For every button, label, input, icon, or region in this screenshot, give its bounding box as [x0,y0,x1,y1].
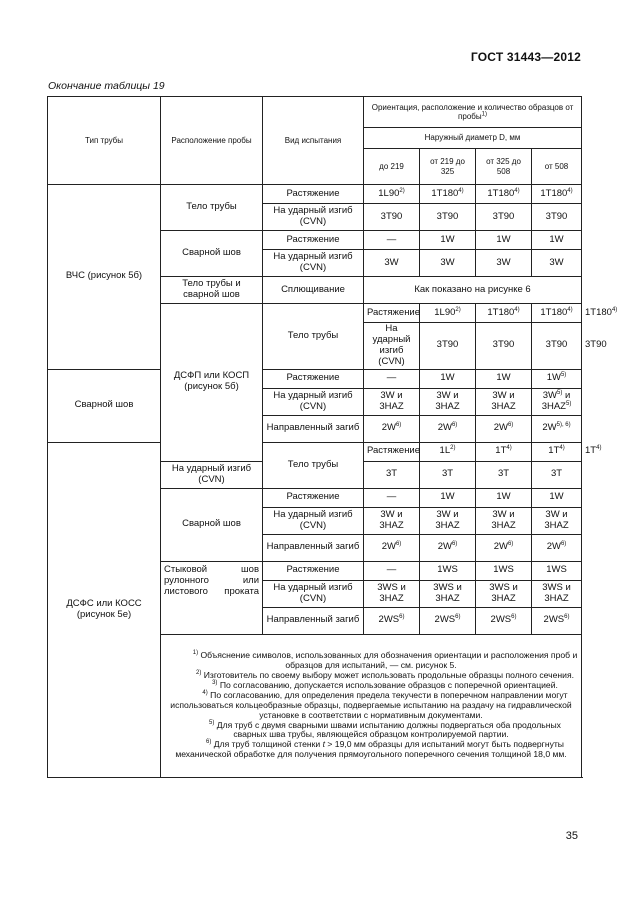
footnote-5: $^{5)}$ Для труб с двумя сварными швами испытанию должны подвергаться оба продольных сварных шва трубы, являющейся образцом контролируемой партии. [209,719,561,740]
header-location: Расположение пробы [161,97,263,185]
test-impact: На ударный изгиб (CVN) [263,388,364,415]
test-tension: Растяжение [263,231,364,250]
test-impact: На ударный изгиб (CVN) [263,250,364,277]
cell: $2W^{6)}$ [476,415,532,442]
cell: 3WS и 3HAZ [364,580,420,607]
location-body: Тело трубы [263,442,364,488]
test-impact: На ударный изгиб (CVN) [263,580,364,607]
test-tension: Растяжение [263,369,364,388]
test-impact: На ударный изгиб (CVN) [263,204,364,231]
cell: 3W и 3HAZ [364,507,420,534]
cell: 3W и 3HAZ [476,388,532,415]
cell: 3W и 3HAZ [476,507,532,534]
footnote-6: $^{6)}$ Для труб толщиной стенки t > 19,0 мм образцы для испытаний могут быть подвергнуты механической обработке для получения прямоугольного поперечного сечения толщиной 18,0 мм. [175,739,567,760]
cell: 3W и 3HAZ [532,507,582,534]
cell: 3W и 3HAZ [364,388,420,415]
cell: 1T180$^{4)}$ [476,304,532,323]
cell: 1WS [476,561,532,580]
cell: 3W [532,250,582,277]
test-tension: Растяжение [263,561,364,580]
test-impact: На ударный изгиб (CVN) [364,323,420,370]
test-tension: Растяжение [364,304,420,323]
location-weld: Сварной шов [161,488,263,561]
cell: $2W^{6)}$ [532,534,582,561]
cell: 1T180$^{4)}$ [420,185,476,204]
cell: 3WS и 3HAZ [532,580,582,607]
document-id: ГОСТ 31443—2012 [470,50,581,64]
header-diam-1: до 219 [364,149,420,185]
header-pipe-type: Тип трубы [48,97,161,185]
cell: 3T90 [420,323,476,370]
cell: — [364,231,420,250]
header-diam-4: от 508 [532,149,582,185]
footnote-3: $^{3)}$ По согласованию, допускается использование образцов с поперечной ориентацией. [212,680,558,690]
test-flatten: Сплющивание [263,277,364,304]
cell: 1W [532,488,582,507]
cell: 3WS и 3HAZ [476,580,532,607]
cell: — [364,369,420,388]
header-diameter: Наружный диаметр D, мм [364,128,582,149]
location-body: Тело трубы [263,304,364,370]
test-bend: Направленный загиб [263,534,364,561]
cell: 1W [476,488,532,507]
cell: 2WS$^{6)}$ [476,607,532,634]
footnote-1: $^{1)}$ Объяснение символов, использованных для обозначения ориентации и расположения проб и образцов для испытаний, — см. рисунок 5. [192,650,578,671]
cell: 3WS и 3HAZ [420,580,476,607]
cell: — [364,561,420,580]
cell: 1T180$^{4)}$ [532,185,582,204]
test-table: Тип трубы Расположение пробы Вид испытания Ориентация, расположение и количество образцов от пробы$^{1)}$ Наружный диаметр D, мм до 219 от 219 до 325 от 325 до 508 от 508 ВЧС (рисунок 5б) Тело трубы Растяжение 1L90$^{2)}$ 1T180$^{4)}$ 1T180$^{4)}$ 1T180$^{4)}$ На ударный изгиб (CVN) 3T90 3T90 3T90 3T90 Сварной шов Растяжение — 1W 1W 1W На ударный изгиб (CVN) 3W 3W 3W 3W Тело трубы и сварной шов Сплющивание Как показано на рисунке 6 ДСФП или КОСП (рисунок 5б) Тело трубы Растяжение 1L90$^{2)}$ 1T180$^{4)}$ 1T180$^{4)}$ 1T180$^{4)}$ На ударный изгиб (CVN) 3T90 3T90 3T90 3T90 Сварной шов Растяжение — 1W 1W $1W^{5)}$ На ударный изгиб (CVN) 3W и 3HAZ 3W и 3HAZ 3W и 3HAZ $3W^{5)}$ и 3HAZ$^{5)}$ Направленный загиб $2W^{6)}$ $2W^{6)}$ $2W^{6)}$ $2W^{5), 6)}$ ДСФС или КОСС (рисунок 5е) Тело трубы Растяжение $1L^{2)}$ $1T^{4)}$ $1T^{4)}$ $1T^{4)}$ На ударный изгиб (CVN) 3T 3T 3T 3T Сварной шов Растяжение — 1W 1W 1W На ударный изгиб (CVN) 3W и 3HAZ 3W и 3HAZ 3W и 3HAZ 3W и 3HAZ Направленный загиб $2W^{6)}$ $2W^{6)}$ $2W^{6)}$ $2W^{6)}$ Стыковой шов рулонного или листового проката Растяжение — 1WS 1WS 1WS На ударный изгиб (CVN) 3WS и 3HAZ 3WS и 3HAZ 3WS и 3HAZ 3WS и 3HAZ Направленный загиб 2WS$^{6)}$ 2WS$^{6)}$ 2WS$^{6)}$ 2WS$^{6)}$ $^{1)}$ Объяснение символов, использованных для обозначения ориентации и расположения проб и образцов для испытаний, — см. рисунок 5. $^{2)}$ Изготовитель по своему выбору может использовать продольные образцы полного сечения. $^{3)}$ По согласованию, допускается использование образцов с поперечной ориентацией. $^{4)}$ По согласованию, для определения предела текучести в поперечном направлении могут использоваться кольцеобразные образцы, подвергаемые испытанию на раздачу на гидравлической установке в соответствии с нормативным документами. $^{5)}$ Для труб с двумя сварными швами испытанию должны подвергаться оба продольных сварных шва трубы, являющейся образцом контролируемой партии. $^{6)}$ Для труб толщиной стенки t > 19,0 мм образцы для испытаний могут быть подвергнуты механической обработке для получения прямоугольного поперечного сечения толщиной 18,0 мм. [47,96,582,778]
cell: — [364,488,420,507]
cell: 3W и 3HAZ [420,507,476,534]
header-test: Вид испытания [263,97,364,185]
cell: 1W [476,231,532,250]
test-tension: Растяжение [263,185,364,204]
cell: 1W [420,369,476,388]
cell: $1T^{4)}$ [532,442,582,461]
footnotes [161,634,582,777]
cell: 3W [420,250,476,277]
location-body-weld: Тело трубы и сварной шов [161,277,263,304]
cell: 1L90$^{2)}$ [420,304,476,323]
cell: 1L90$^{2)}$ [364,185,420,204]
cell: $2W^{6)}$ [364,534,420,561]
page-number: 35 [565,830,578,842]
test-tension: Растяжение [364,442,420,461]
pipe-type-dsfs: ДСФС или КОСС (рисунок 5е) [48,442,161,777]
test-impact: На ударный изгиб (CVN) [161,461,263,488]
cell: $3W^{5)}$ и 3HAZ$^{5)}$ [532,388,582,415]
pipe-type-dsfp: ДСФП или КОСП (рисунок 5б) [161,304,263,462]
cell: 3T90 [364,204,420,231]
location-strip-weld: Стыковой шов рулонного или листового проката [161,561,263,634]
test-bend: Направленный загиб [263,607,364,634]
cell: 1W [532,231,582,250]
cell: 1W [476,369,532,388]
test-tension: Растяжение [263,488,364,507]
flatten-value: Как показано на рисунке 6 [364,277,582,304]
cell: $2W^{6)}$ [420,415,476,442]
cell: 3T90 [476,204,532,231]
cell: 3W и 3HAZ [420,388,476,415]
cell: $1T^{4)}$ [476,442,532,461]
cell: $1L^{2)}$ [420,442,476,461]
cell: 3T [532,461,582,488]
header-diam-2: от 219 до 325 [420,149,476,185]
table-caption: Окончание таблицы 19 [48,80,165,92]
cell: 1W [420,231,476,250]
cell: $2W^{5), 6)}$ [532,415,582,442]
cell: 1W [420,488,476,507]
cell: 2WS$^{6)}$ [420,607,476,634]
cell: $1W^{5)}$ [532,369,582,388]
location-weld: Сварной шов [161,231,263,277]
pipe-type-vchs: ВЧС (рисунок 5б) [48,185,161,370]
test-impact: На ударный изгиб (CVN) [263,507,364,534]
footnote-2: $^{2)}$ Изготовитель по своему выбору может использовать продольные образцы полного сечения. [195,670,575,681]
cell: 3T90 [476,323,532,370]
cell: 1WS [532,561,582,580]
cell: 3T [364,461,420,488]
cell: $2W^{6)}$ [476,534,532,561]
cell: 1T180$^{4)}$ [532,304,582,323]
cell: 3W [476,250,532,277]
footnote-4: $^{4)}$ По согласованию, для определения предела текучести в поперечном направлении могут использоваться кольцеобразные образцы, подвергаемые испытанию на раздачу на гидравлической установке в соответствии с нормативным документами. [170,689,572,720]
cell: 3W [364,250,420,277]
header-orientation: Ориентация, расположение и количество образцов от пробы$^{1)}$ [364,97,582,128]
cell: $2W^{6)}$ [420,534,476,561]
test-bend: Направленный загиб [263,415,364,442]
cell: 3T [476,461,532,488]
cell: 3T [420,461,476,488]
location-weld: Сварной шов [48,369,161,442]
header-diam-3: от 325 до 508 [476,149,532,185]
location-body: Тело трубы [161,185,263,231]
cell: 1T180$^{4)}$ [476,185,532,204]
cell: 3T90 [532,204,582,231]
cell: 3T90 [532,323,582,370]
cell: 1WS [420,561,476,580]
cell: $2W^{6)}$ [364,415,420,442]
cell: 3T90 [420,204,476,231]
cell: 2WS$^{6)}$ [364,607,420,634]
cell: 2WS$^{6)}$ [532,607,582,634]
